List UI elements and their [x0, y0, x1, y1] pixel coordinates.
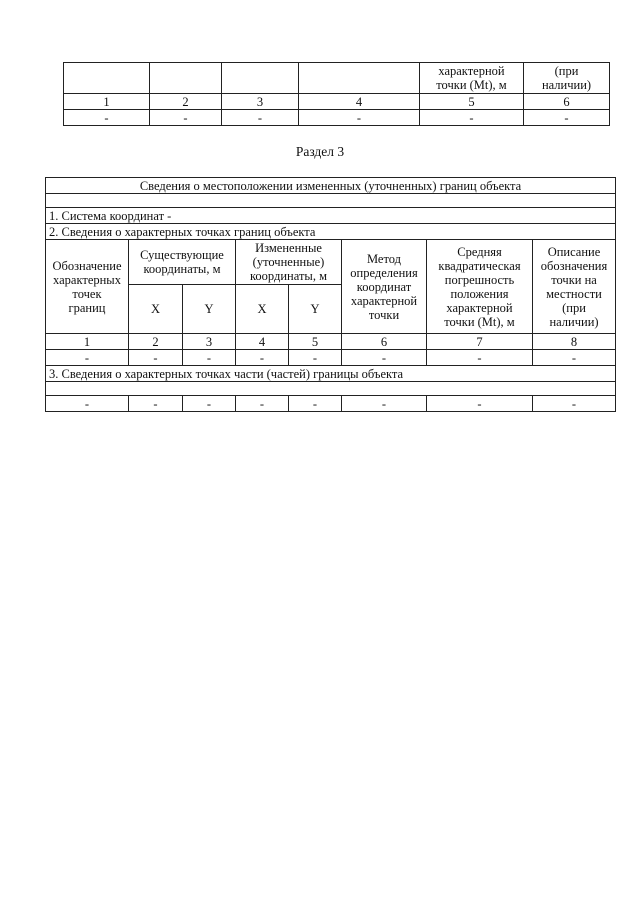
column-number: 7 — [427, 334, 533, 350]
column-number: 2 — [150, 94, 222, 110]
header-cell — [64, 63, 150, 94]
spacer-cell — [46, 194, 616, 208]
table-row — [46, 178, 616, 194]
header-cell — [299, 63, 420, 94]
table-caption: Сведения о местоположении измененных (уточненных) границ объекта — [46, 178, 616, 194]
table-cell: - — [222, 110, 299, 126]
header-method: Метод определения координат характерной точки — [342, 240, 427, 334]
table-cell: - — [236, 396, 289, 412]
table-cell: - — [533, 350, 616, 366]
table-cell: - — [129, 350, 183, 366]
table-row — [46, 240, 616, 285]
header-y: Y — [183, 285, 236, 334]
header-changed-coords: Измененные (уточненные) координаты, м — [236, 240, 342, 285]
top-table — [63, 62, 610, 126]
table-cell: - — [289, 350, 342, 366]
header-cell: (при наличии) — [524, 63, 610, 94]
column-number: 8 — [533, 334, 616, 350]
table-cell: - — [342, 350, 427, 366]
table-cell: - — [289, 396, 342, 412]
table-cell: - — [524, 110, 610, 126]
column-number: 6 — [342, 334, 427, 350]
table-row — [46, 224, 616, 240]
header-cell — [150, 63, 222, 94]
table-row — [46, 208, 616, 224]
table-cell: - — [299, 110, 420, 126]
spacer-cell — [46, 382, 616, 396]
header-designation: Обозначение характерных точек границ — [46, 240, 129, 334]
table-cell: - — [64, 110, 150, 126]
table-cell: - — [183, 396, 236, 412]
column-number: 3 — [183, 334, 236, 350]
table-row — [46, 382, 616, 396]
table-cell: - — [183, 350, 236, 366]
coord-system-label: 1. Система координат - — [46, 208, 616, 224]
header-y: Y — [289, 285, 342, 334]
points-section-title: 2. Сведения о характерных точках границ объекта — [46, 224, 616, 240]
column-number: 6 — [524, 94, 610, 110]
column-number: 1 — [64, 94, 150, 110]
table-cell: - — [342, 396, 427, 412]
table-row — [46, 334, 616, 350]
column-number: 4 — [299, 94, 420, 110]
column-number: 1 — [46, 334, 129, 350]
table-cell: - — [150, 110, 222, 126]
table-row — [46, 396, 616, 412]
column-number: 3 — [222, 94, 299, 110]
table-cell: - — [46, 396, 129, 412]
table-row — [46, 350, 616, 366]
column-number: 4 — [236, 334, 289, 350]
table-cell: - — [46, 350, 129, 366]
header-cell: характерной точки (Mt), м — [420, 63, 524, 94]
table-cell: - — [129, 396, 183, 412]
table-cell: - — [236, 350, 289, 366]
table-cell: - — [427, 350, 533, 366]
section-title: Раздел 3 — [295, 144, 345, 159]
table-row — [46, 194, 616, 208]
column-number: 2 — [129, 334, 183, 350]
header-description: Описание обозначения точки на местности (при наличии) — [533, 240, 616, 334]
table-row — [64, 110, 610, 126]
table-cell: - — [533, 396, 616, 412]
header-error: Средняя квадратическая погрешность положения характерной точки (Mt), м — [427, 240, 533, 334]
part-section-title: 3. Сведения о характерных точках части (частей) границы объекта — [46, 366, 616, 382]
table-row — [64, 94, 610, 110]
table-row — [64, 63, 610, 94]
main-table — [45, 177, 616, 412]
table-cell: - — [420, 110, 524, 126]
column-number: 5 — [420, 94, 524, 110]
table-row — [46, 366, 616, 382]
table-cell: - — [427, 396, 533, 412]
column-number: 5 — [289, 334, 342, 350]
header-x: X — [236, 285, 289, 334]
header-x: X — [129, 285, 183, 334]
header-cell — [222, 63, 299, 94]
header-existing-coords: Существующие координаты, м — [129, 240, 236, 285]
